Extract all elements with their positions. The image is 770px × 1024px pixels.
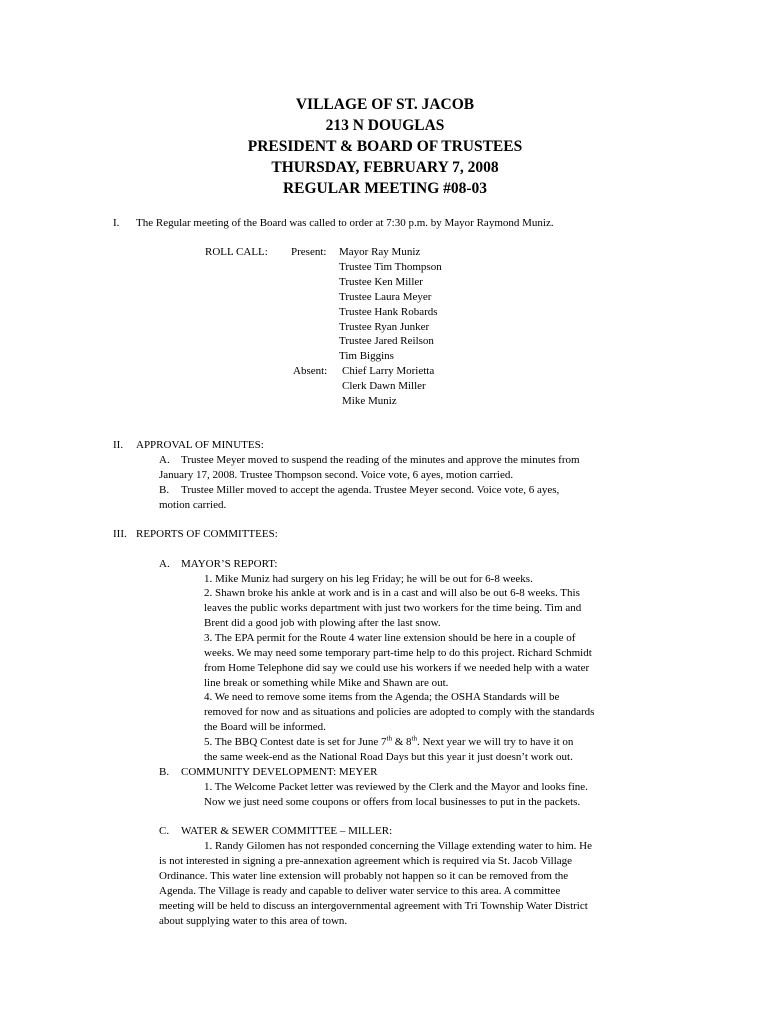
present-member: Trustee Ken Miller bbox=[339, 276, 423, 288]
water-sewer-text: about supplying water to this area of town. bbox=[159, 915, 348, 927]
absent-member: Chief Larry Morietta bbox=[342, 365, 435, 377]
call-to-order-text: The Regular meeting of the Board was called to order at 7:30 p.m. by Mayor Raymond Muniz. bbox=[136, 217, 554, 229]
present-member: Trustee Ryan Junker bbox=[339, 321, 430, 333]
minutes-item-a-text: Trustee Meyer moved to suspend the reading of the minutes and approve the minutes from bbox=[181, 454, 580, 466]
present-member: Trustee Tim Thompson bbox=[339, 261, 442, 273]
mayor-item-text: the Board will be informed. bbox=[204, 721, 326, 733]
present-member: Trustee Laura Meyer bbox=[339, 291, 432, 303]
section-2-number: II. bbox=[113, 439, 124, 451]
present-member: Tim Biggins bbox=[339, 350, 394, 362]
absent-member: Mike Muniz bbox=[342, 395, 397, 407]
minutes-item-b-text: motion carried. bbox=[159, 499, 227, 511]
mayor-item-text: Brent did a good job with plowing after the last snow. bbox=[204, 617, 441, 629]
community-dev-text: 1. The Welcome Packet letter was reviewed by the Clerk and the Mayor and looks fine. bbox=[204, 781, 588, 793]
ordinal-suffix: th bbox=[411, 734, 417, 743]
minutes-item-b-text: Trustee Miller moved to accept the agenda. Trustee Meyer second. Voice vote, 6 ayes, bbox=[181, 484, 560, 496]
mayor-item-bbq-line bbox=[204, 735, 573, 750]
mayor-item-text: the same week-end as the National Road Days but this year it just doesn’t work out. bbox=[204, 751, 573, 763]
minutes-item-b-label: B. bbox=[159, 484, 170, 496]
section-3-number: III. bbox=[113, 528, 127, 540]
section-2-title: APPROVAL OF MINUTES: bbox=[136, 439, 264, 451]
community-dev-title: COMMUNITY DEVELOPMENT: MEYER bbox=[181, 766, 378, 778]
mayor-report-title: MAYOR’S REPORT: bbox=[181, 558, 278, 570]
mayor-item-text: weeks. We may need some temporary part-time help to do this project. Richard Schmidt bbox=[204, 647, 592, 659]
roll-call-label: ROLL CALL: bbox=[205, 246, 268, 258]
village-address: 213 N DOUGLAS bbox=[325, 117, 445, 134]
water-sewer-label: C. bbox=[159, 825, 170, 837]
water-sewer-text: Ordinance. This water line extension will probably not happen so it can be removed from the bbox=[159, 870, 569, 882]
meeting-date: THURSDAY, FEBRUARY 7, 2008 bbox=[271, 159, 499, 176]
water-sewer-text: Agenda. The Village is ready and capable to deliver water service to this area. A committee bbox=[159, 885, 561, 897]
water-sewer-text: is not interested in signing a pre-annexation agreement which is required via St. Jacob Village bbox=[159, 855, 573, 867]
minutes-item-a-text: January 17, 2008. Trustee Thompson second. Voice vote, 6 ayes, motion carried. bbox=[159, 469, 514, 481]
bbq-text-part: 5. The BBQ Contest date is set for June 7 bbox=[204, 736, 387, 748]
water-sewer-title: WATER & SEWER COMMITTEE – MILLER: bbox=[181, 825, 393, 837]
section-1-number: I. bbox=[113, 217, 120, 229]
mayor-item-text: leaves the public works department with just two workers for the time being. Tim and bbox=[204, 602, 582, 614]
village-name: VILLAGE OF ST. JACOB bbox=[295, 96, 475, 113]
absent-member: Clerk Dawn Miller bbox=[342, 380, 426, 392]
community-dev-text: Now we just need some coupons or offers from local businesses to put in the packets. bbox=[204, 796, 581, 808]
mayor-item-text: 3. The EPA permit for the Route 4 water line extension should be here in a couple of bbox=[204, 632, 576, 644]
absent-label: Absent: bbox=[293, 365, 328, 377]
bbq-text-part: & 8 bbox=[391, 736, 412, 748]
water-sewer-text: meeting will be held to discuss an intergovernmental agreement with Tri Township Water District bbox=[159, 900, 588, 912]
bbq-text-part: . Next year we will try to have it on bbox=[416, 736, 574, 748]
present-member: Trustee Hank Robards bbox=[339, 306, 438, 318]
community-dev-label: B. bbox=[159, 766, 170, 778]
mayor-item-text: line break or something while Mike and Shawn are out. bbox=[204, 677, 449, 689]
mayor-item-text: 4. We need to remove some items from the Agenda; the OSHA Standards will be bbox=[204, 691, 560, 703]
mayor-item-text: 1. Mike Muniz had surgery on his leg Friday; he will be out for 6-8 weeks. bbox=[204, 573, 533, 585]
present-label: Present: bbox=[291, 246, 327, 258]
meeting-number: REGULAR MEETING #08-03 bbox=[282, 180, 488, 197]
section-3-title: REPORTS OF COMMITTEES: bbox=[136, 528, 278, 540]
mayor-report-label: A. bbox=[159, 558, 170, 570]
water-sewer-text: 1. Randy Gilomen has not responded concerning the Village extending water to him. He bbox=[204, 840, 593, 852]
ordinal-suffix: th bbox=[386, 734, 392, 743]
mayor-item-text: 2. Shawn broke his ankle at work and is in a cast and will also be out 6-8 weeks. This bbox=[204, 587, 580, 599]
present-member: Trustee Jared Reilson bbox=[339, 335, 434, 347]
present-member: Mayor Ray Muniz bbox=[339, 246, 421, 258]
minutes-item-a-label: A. bbox=[159, 454, 170, 466]
mayor-item-text: removed for now and as situations and policies are adopted to comply with the standards bbox=[204, 706, 595, 718]
board-title: PRESIDENT & BOARD OF TRUSTEES bbox=[247, 138, 523, 155]
mayor-item-text: from Home Telephone did say we could use his workers if we needed help with a water bbox=[204, 662, 590, 674]
document-header bbox=[0, 94, 770, 199]
